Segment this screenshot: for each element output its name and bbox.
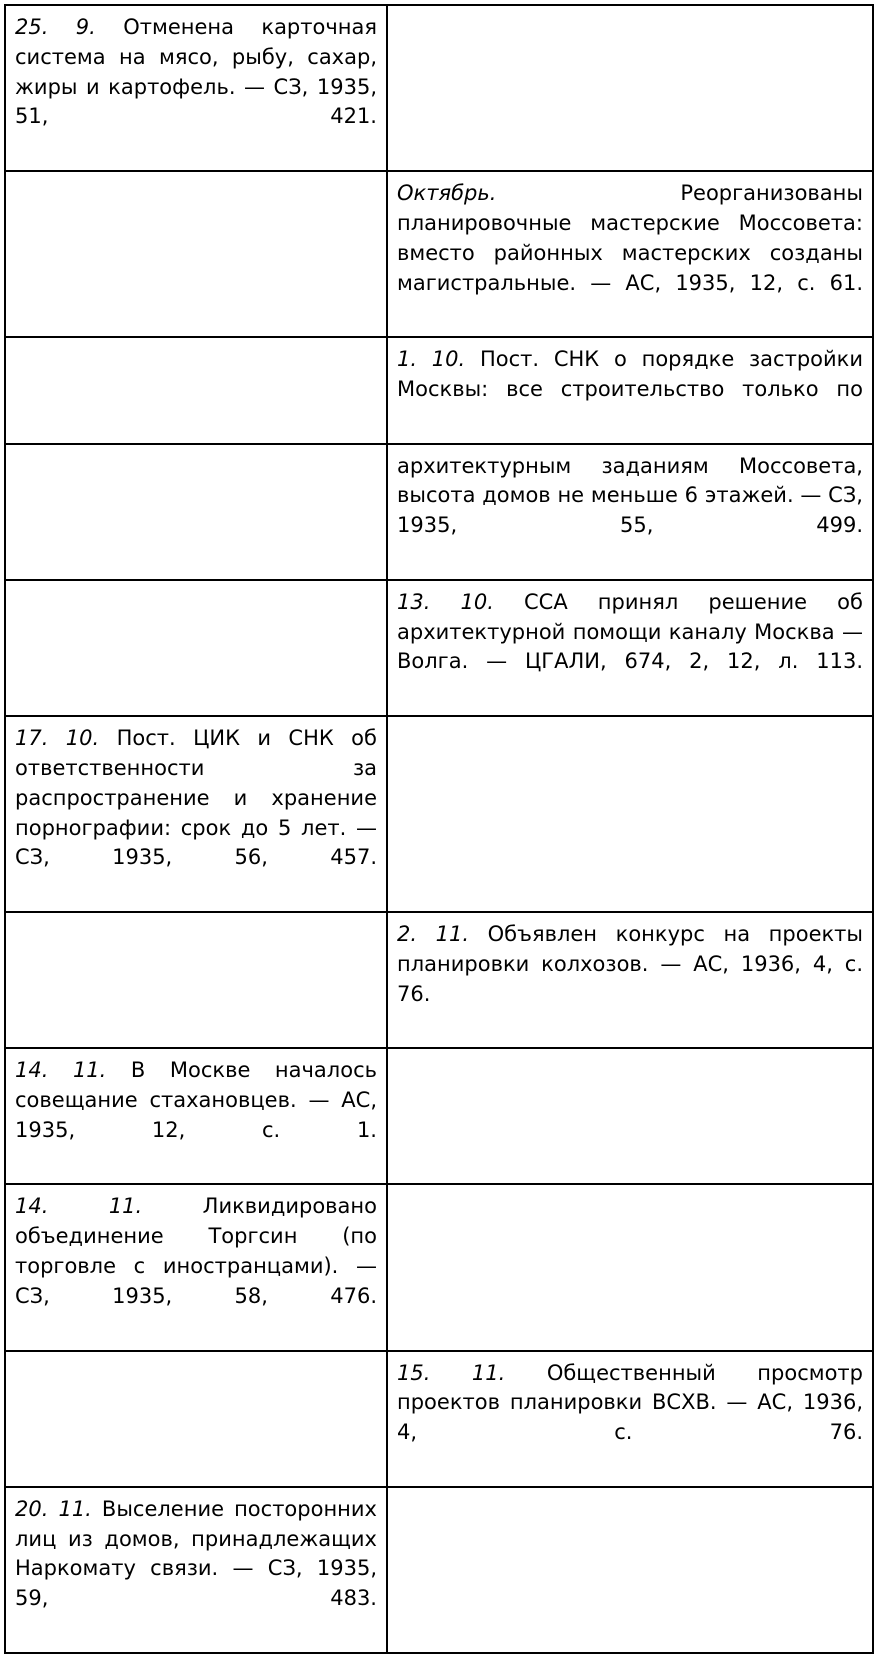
entry-body: ССА принял решение об архитектурной помощи каналу Москва — Волга. — ЦГАЛИ, 674, 2, 12, л. 113.: [397, 589, 863, 674]
entry-text: [397, 179, 863, 328]
entry-date-marker: Октябрь.: [397, 181, 497, 206]
chronology-table-body: [5, 5, 873, 1653]
entry-body: Ликвидировано объединение Торгсин (по торговле с иностранцами). — СЗ, 1935, 58, 476.: [15, 1194, 377, 1308]
table-row: [5, 716, 873, 912]
table-cell-empty: [5, 912, 387, 1048]
entry-text: [397, 1056, 863, 1057]
entry-text: [15, 724, 377, 903]
entry-text: [15, 179, 377, 180]
table-row: [5, 171, 873, 337]
table-cell-empty: [5, 1351, 387, 1487]
table-cell-empty: [5, 580, 387, 716]
table-cell-entry: [5, 716, 387, 912]
table-cell-entry: [387, 1351, 873, 1487]
entry-body: Пост. СНК о порядке застройки Москвы: все строительство только по: [397, 347, 863, 401]
entry-date-marker: 20. 11.: [15, 1496, 92, 1521]
table-cell-empty: [5, 444, 387, 580]
table-cell-empty: [5, 337, 387, 443]
table-cell-empty: [387, 1487, 873, 1653]
entry-text: [15, 1056, 377, 1175]
entry-text: [15, 452, 377, 453]
table-row: [5, 1048, 873, 1184]
entry-date-marker: 14. 11.: [15, 1058, 107, 1083]
entry-text: [15, 588, 377, 589]
table-cell-entry: [5, 1184, 387, 1350]
entry-text: [397, 452, 863, 571]
entry-body: Реорганизованы планировочные мастерские Моссовета: вместо районных мастерских созданы магистральные. — АС, 1935, 12, с. 61.: [397, 181, 863, 295]
table-row: [5, 1487, 873, 1653]
table-cell-entry: [5, 1487, 387, 1653]
table-row: [5, 912, 873, 1048]
table-cell-entry: [5, 5, 387, 171]
entry-text: [15, 1192, 377, 1341]
table-row: [5, 444, 873, 580]
table-cell-empty: [387, 716, 873, 912]
entry-body: Общественный просмотр проектов планировки ВСХВ. — АС, 1936, 4, с. 76.: [397, 1360, 863, 1445]
entry-date-marker: 17. 10.: [15, 726, 100, 751]
entry-body: Объявлен конкурс на проекты планировки колхозов. — АС, 1936, 4, с. 76.: [397, 921, 863, 1006]
entry-text: [397, 588, 863, 707]
entry-text: [397, 920, 863, 1039]
entry-text: [397, 345, 863, 434]
entry-body: Отменена карточная система на мясо, рыбу, сахар, жиры и картофель. — СЗ, 1935, 51, 421.: [15, 15, 377, 129]
table-cell-entry: [387, 171, 873, 337]
table-cell-entry: [387, 580, 873, 716]
entry-date-marker: 1. 10.: [397, 347, 466, 372]
table-cell-entry: [387, 912, 873, 1048]
entry-text: [397, 724, 863, 725]
entry-body: В Москве началось совещание стахановцев. — АС, 1935, 12, с. 1.: [15, 1058, 377, 1142]
entry-text: [397, 1192, 863, 1193]
table-row: [5, 5, 873, 171]
table-cell-entry: [387, 444, 873, 580]
table-row: [5, 1351, 873, 1487]
entry-text: [15, 345, 377, 346]
entry-date-marker: 14. 11.: [15, 1194, 143, 1219]
entry-date-marker: 15. 11.: [397, 1360, 506, 1385]
table-row: [5, 337, 873, 443]
entry-body: архитектурным заданиям Моссовета, высота домов не меньше 6 этажей. — СЗ, 1935, 55, 499.: [397, 453, 863, 538]
table-cell-empty: [387, 5, 873, 171]
entry-text: [397, 1359, 863, 1478]
entry-text: [397, 1495, 863, 1496]
entry-date-marker: 25. 9.: [15, 15, 96, 39]
entry-body: Пост. ЦИК и СНК об ответственности за распространение и хранение порнографии: срок до 5 лет. — СЗ, 1935, 56, 457.: [15, 726, 377, 870]
table-row: [5, 580, 873, 716]
table-cell-empty: [387, 1048, 873, 1184]
entry-body: Выселение посторонних лиц из домов, принадлежащих Наркомату связи. — СЗ, 1935, 59, 483.: [15, 1496, 377, 1611]
chronology-table: [4, 4, 874, 1654]
table-row: [5, 1184, 873, 1350]
entry-date-marker: 2. 11.: [397, 921, 470, 946]
entry-date-marker: 13. 10.: [397, 589, 494, 614]
table-cell-entry: [387, 337, 873, 443]
table-cell-entry: [5, 1048, 387, 1184]
entry-text: [15, 920, 377, 921]
entry-text: [15, 13, 377, 162]
entry-text: [15, 1495, 377, 1644]
entry-text: [397, 13, 863, 14]
entry-text: [15, 1359, 377, 1360]
table-cell-empty: [387, 1184, 873, 1350]
table-cell-empty: [5, 171, 387, 337]
